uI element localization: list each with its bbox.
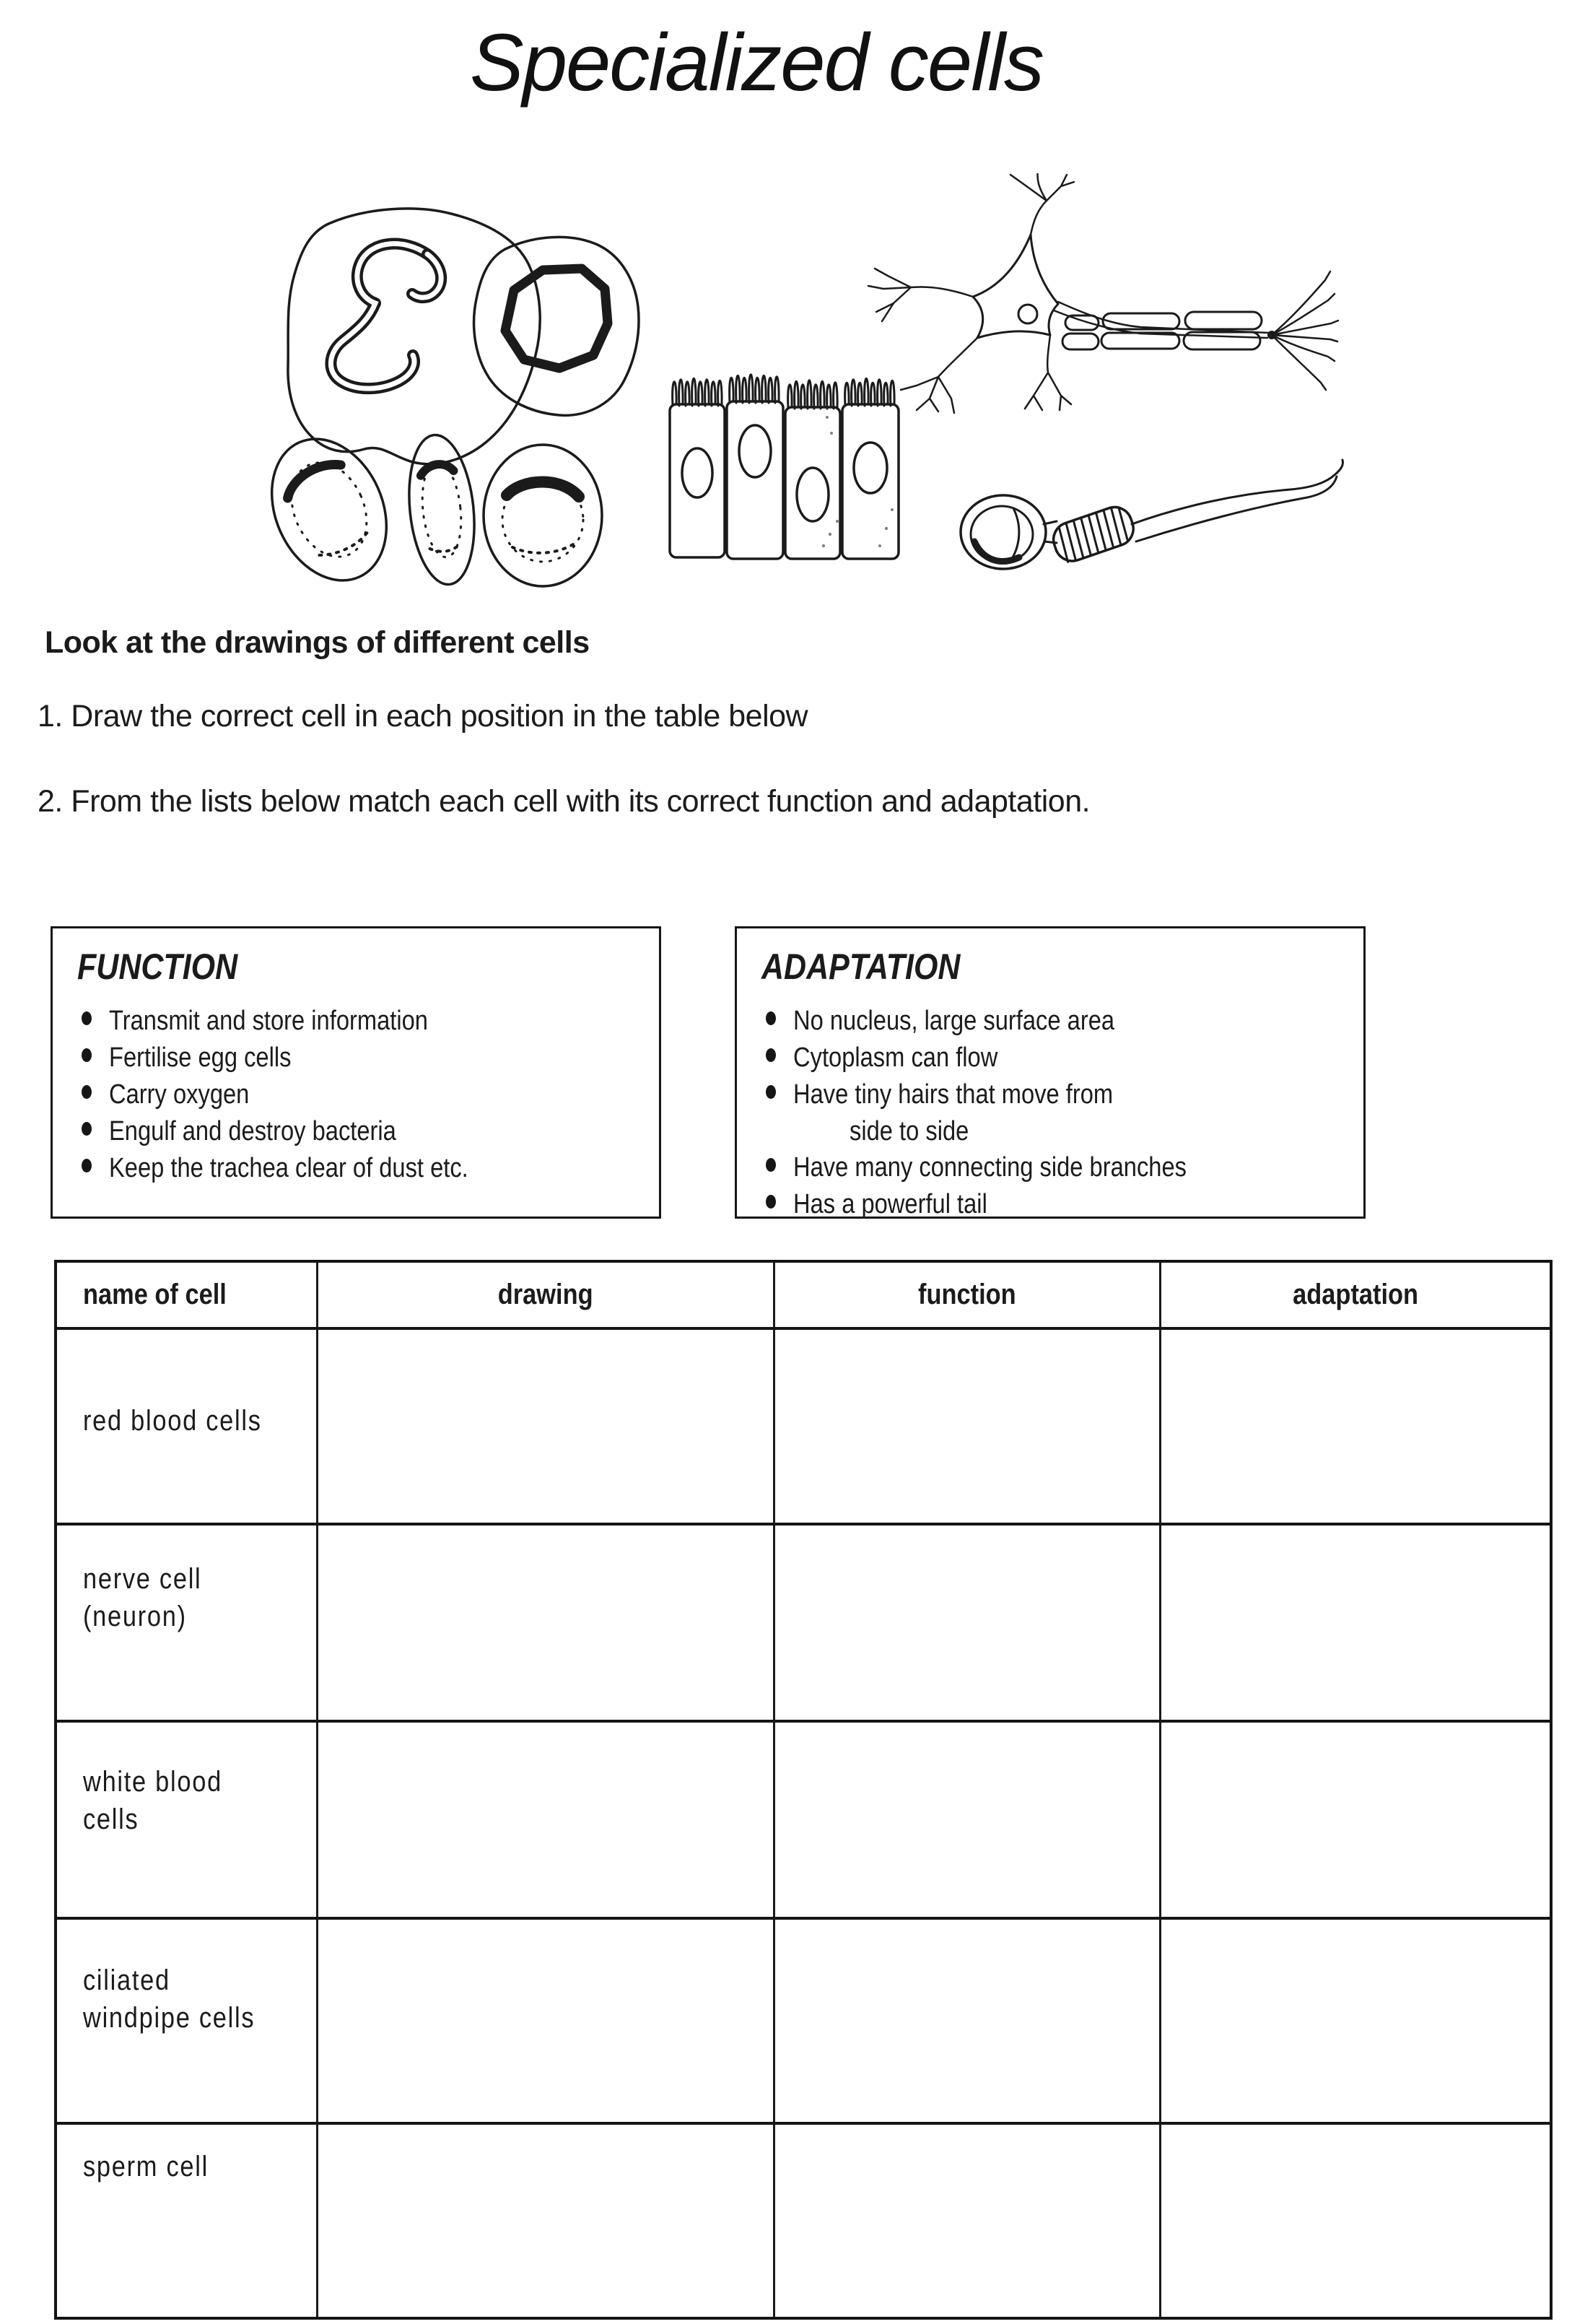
bullet-icon — [82, 1085, 92, 1099]
sperm-cell-drawing — [961, 460, 1343, 569]
function-item: Keep the trachea clear of dust etc. — [77, 1152, 637, 1189]
bullet-icon — [766, 1048, 776, 1062]
adaptation-cell-white-blood-cells — [1161, 1723, 1550, 1920]
adaptation-cell-ciliated-windpipe-cells — [1161, 1920, 1550, 2125]
row-label-red-blood-cells: red blood cells — [57, 1330, 318, 1526]
bullet-icon — [82, 1159, 92, 1172]
function-box-title: FUNCTION — [77, 946, 238, 987]
drawing-cell-sperm-cell — [318, 2125, 775, 2317]
table-header-name-of-cell: name of cell — [57, 1263, 318, 1330]
function-item: Engulf and destroy bacteria — [77, 1115, 637, 1152]
bullet-icon — [766, 1011, 776, 1025]
cells-table — [54, 1260, 1553, 2320]
cell-drawings — [231, 173, 1429, 606]
row-label-white-blood-cells: white blood cells — [57, 1723, 318, 1920]
bullet-icon — [82, 1011, 92, 1025]
instruction-step-1: 1. Draw the correct cell in each position in the table below — [38, 699, 808, 734]
function-cell-white-blood-cells — [775, 1723, 1161, 1920]
page-title: Specialized cells — [470, 17, 1043, 108]
nerve-cell-neuron-drawing — [868, 173, 1338, 413]
function-cell-ciliated-windpipe-cells — [775, 1920, 1161, 2125]
function-item: Transmit and store information — [77, 1005, 637, 1042]
adaptation-box-title: ADAPTATION — [761, 946, 961, 987]
adaptation-item: Have many connecting side branches — [761, 1152, 1342, 1188]
adaptation-item: Has a powerful tail — [761, 1188, 1342, 1225]
ciliated-windpipe-cells-drawing — [670, 375, 899, 559]
drawing-cell-white-blood-cells — [318, 1723, 775, 1920]
row-label-sperm-cell: sperm cell — [57, 2125, 318, 2317]
adaptation-item-continuation: side to side — [850, 1116, 969, 1146]
function-cell-sperm-cell — [775, 2125, 1161, 2317]
function-box — [51, 926, 661, 1219]
bullet-icon — [766, 1085, 776, 1099]
row-label-nerve-cell: nerve cell (neuron) — [57, 1526, 318, 1723]
red-blood-cells-drawing — [250, 421, 602, 599]
white-blood-cell-drawing-2 — [474, 237, 639, 415]
function-item: Carry oxygen — [77, 1079, 637, 1115]
bullet-icon — [766, 1195, 776, 1209]
function-cell-nerve-cell — [775, 1526, 1161, 1723]
adaptation-cell-red-blood-cells — [1161, 1330, 1550, 1526]
table-header-drawing: drawing — [318, 1263, 775, 1330]
adaptation-list — [761, 1005, 1342, 1115]
adaptation-item: Cytoplasm can flow — [761, 1042, 1342, 1079]
adaptation-item: No nucleus, large surface area — [761, 1005, 1342, 1042]
bullet-icon — [82, 1048, 92, 1062]
adaptation-list-tail — [761, 1152, 1342, 1225]
function-item: Fertilise egg cells — [77, 1042, 637, 1079]
adaptation-cell-sperm-cell — [1161, 2125, 1550, 2317]
function-list — [77, 1005, 637, 1189]
bullet-icon — [82, 1122, 92, 1136]
adaptation-cell-nerve-cell — [1161, 1526, 1550, 1723]
adaptation-item: Have tiny hairs that move from — [761, 1079, 1342, 1115]
table-header-adaptation: adaptation — [1161, 1263, 1550, 1330]
row-label-ciliated-windpipe-cells: ciliated windpipe cells — [57, 1920, 318, 2125]
table-header-function: function — [775, 1263, 1161, 1330]
white-blood-cell-drawing-1 — [288, 209, 540, 464]
intro-heading: Look at the drawings of different cells — [45, 625, 590, 660]
instruction-step-2: 2. From the lists below match each cell with its correct function and adaptation. — [38, 784, 1091, 819]
drawing-cell-nerve-cell — [318, 1526, 775, 1723]
bullet-icon — [766, 1158, 776, 1172]
function-cell-red-blood-cells — [775, 1330, 1161, 1526]
adaptation-box — [735, 926, 1366, 1219]
drawing-cell-red-blood-cells — [318, 1330, 775, 1526]
drawing-cell-ciliated-windpipe-cells — [318, 1920, 775, 2125]
